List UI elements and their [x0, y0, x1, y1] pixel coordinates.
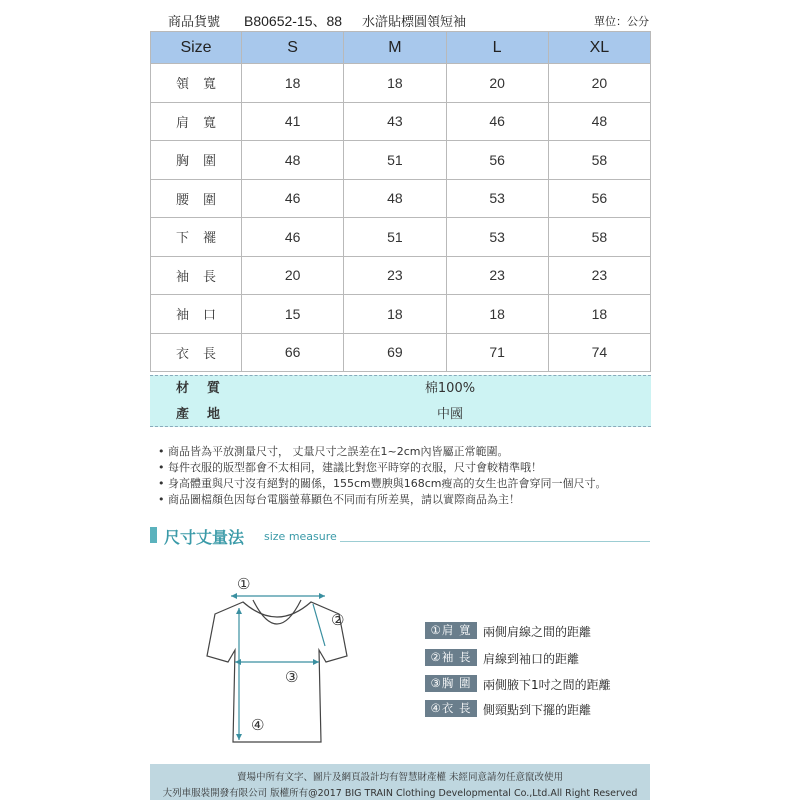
size-table — [150, 31, 651, 372]
size-cell: 15 — [242, 295, 344, 334]
legend-tag: ②袖 長 — [425, 649, 477, 666]
origin-row — [150, 403, 651, 427]
legend-item — [425, 700, 685, 718]
size-col-s: S — [242, 32, 344, 64]
marker-3: ③ — [285, 668, 299, 686]
size-cell: 41 — [242, 102, 344, 141]
legend-tag: ④衣 長 — [425, 700, 477, 717]
size-cell: 53 — [446, 179, 548, 218]
tshirt-diagram — [195, 570, 365, 750]
note-item: • 每件衣服的版型都會不太相同，建議比對您平時穿的衣服，尺寸會較精準哦！ — [158, 460, 607, 476]
size-cell: 53 — [446, 218, 548, 257]
section-title: 尺寸丈量法 — [164, 528, 245, 547]
marker-1: ① — [237, 575, 251, 593]
legend-desc: 肩線到袖口的距離 — [483, 652, 580, 666]
footer-line-1: 賣場中所有文字、圖片及網頁設計均有智慧財產權 未經同意請勿任意竄改使用 — [236, 772, 564, 783]
legend-desc: 兩側肩線之間的距離 — [483, 625, 592, 639]
size-cell: 66 — [242, 333, 344, 372]
size-cell: 46 — [446, 102, 548, 141]
size-cell: 56 — [548, 179, 650, 218]
legend-item — [425, 675, 685, 693]
size-cell: 69 — [344, 333, 446, 372]
marker-4: ④ — [251, 716, 265, 734]
size-row — [151, 102, 651, 141]
heading-bar — [150, 527, 157, 543]
legend-desc: 側頸點到下擺的距離 — [483, 703, 592, 717]
material-box — [150, 375, 651, 427]
row-label: 肩寬 — [151, 102, 242, 141]
size-cell: 58 — [548, 218, 650, 257]
size-col-xl: XL — [548, 32, 650, 64]
size-cell: 43 — [344, 102, 446, 141]
material-row — [150, 377, 651, 401]
size-row — [151, 218, 651, 257]
size-cell: 51 — [344, 141, 446, 180]
legend-desc: 兩側腋下1吋之間的距離 — [483, 678, 611, 692]
size-cell: 18 — [344, 64, 446, 103]
row-label: 胸圍 — [151, 141, 242, 180]
size-cell: 51 — [344, 218, 446, 257]
size-row — [151, 64, 651, 103]
size-row — [151, 179, 651, 218]
marker-2: ② — [331, 611, 345, 629]
unit-label: 單位：公分 — [594, 15, 649, 28]
size-cell: 18 — [446, 295, 548, 334]
size-header-row — [151, 32, 651, 64]
size-cell: 18 — [242, 64, 344, 103]
note-item: • 商品圖檔顏色因每台電腦螢幕顯色不同而有所差異，請以實際商品為主！ — [158, 492, 607, 508]
size-cell: 48 — [548, 102, 650, 141]
heading-divider — [340, 541, 650, 542]
size-row — [151, 141, 651, 180]
size-cell: 18 — [548, 295, 650, 334]
product-header — [0, 8, 800, 30]
size-cell: 20 — [446, 64, 548, 103]
note-item: • 身高體重與尺寸沒有絕對的關係，155cm豐腴與168cm瘦高的女生也許會穿同一個尺寸。 — [158, 476, 607, 492]
material-label: 材質 — [176, 381, 239, 396]
material-value: 棉100% — [424, 381, 476, 396]
size-cell: 18 — [344, 295, 446, 334]
size-corner: Size — [151, 32, 242, 64]
size-cell: 56 — [446, 141, 548, 180]
size-cell: 58 — [548, 141, 650, 180]
size-col-l: L — [446, 32, 548, 64]
legend-tag: ①肩 寬 — [425, 622, 477, 639]
size-cell: 20 — [242, 256, 344, 295]
copyright-footer — [150, 764, 650, 800]
row-label: 袖長 — [151, 256, 242, 295]
row-label: 衣長 — [151, 333, 242, 372]
product-name: 水滸貼標圓領短袖 — [362, 15, 467, 30]
origin-label: 產地 — [176, 407, 239, 422]
row-label: 下襬 — [151, 218, 242, 257]
size-col-m: M — [344, 32, 446, 64]
row-label: 腰圍 — [151, 179, 242, 218]
measure-section-heading — [150, 525, 650, 547]
notes-list — [158, 444, 607, 508]
product-code: B80652-15、88 — [244, 13, 343, 29]
legend-item — [425, 649, 685, 667]
size-cell: 74 — [548, 333, 650, 372]
note-item: • 商品皆為平放測量尺寸， 丈量尺寸之誤差在1~2cm內皆屬正常範圍。 — [158, 444, 607, 460]
product-code-label: 商品貨號 — [168, 15, 221, 30]
size-cell: 23 — [344, 256, 446, 295]
size-row — [151, 333, 651, 372]
size-row — [151, 295, 651, 334]
legend-item — [425, 622, 685, 640]
section-subtitle: size measure — [264, 530, 337, 543]
legend-tag: ③胸 圍 — [425, 675, 477, 692]
tshirt-outline — [207, 602, 347, 742]
row-label: 領寬 — [151, 64, 242, 103]
origin-value: 中國 — [436, 407, 463, 422]
size-cell: 46 — [242, 218, 344, 257]
footer-line-2: 大列車服裝開發有限公司 版權所有@2017 BIG TRAIN Clothing Developmental Co.,Ltd.All Right Reserved — [162, 788, 638, 799]
size-row — [151, 256, 651, 295]
size-cell: 48 — [242, 141, 344, 180]
size-cell: 23 — [446, 256, 548, 295]
row-label: 袖口 — [151, 295, 242, 334]
size-cell: 46 — [242, 179, 344, 218]
size-cell: 23 — [548, 256, 650, 295]
size-cell: 48 — [344, 179, 446, 218]
size-cell: 20 — [548, 64, 650, 103]
size-cell: 71 — [446, 333, 548, 372]
